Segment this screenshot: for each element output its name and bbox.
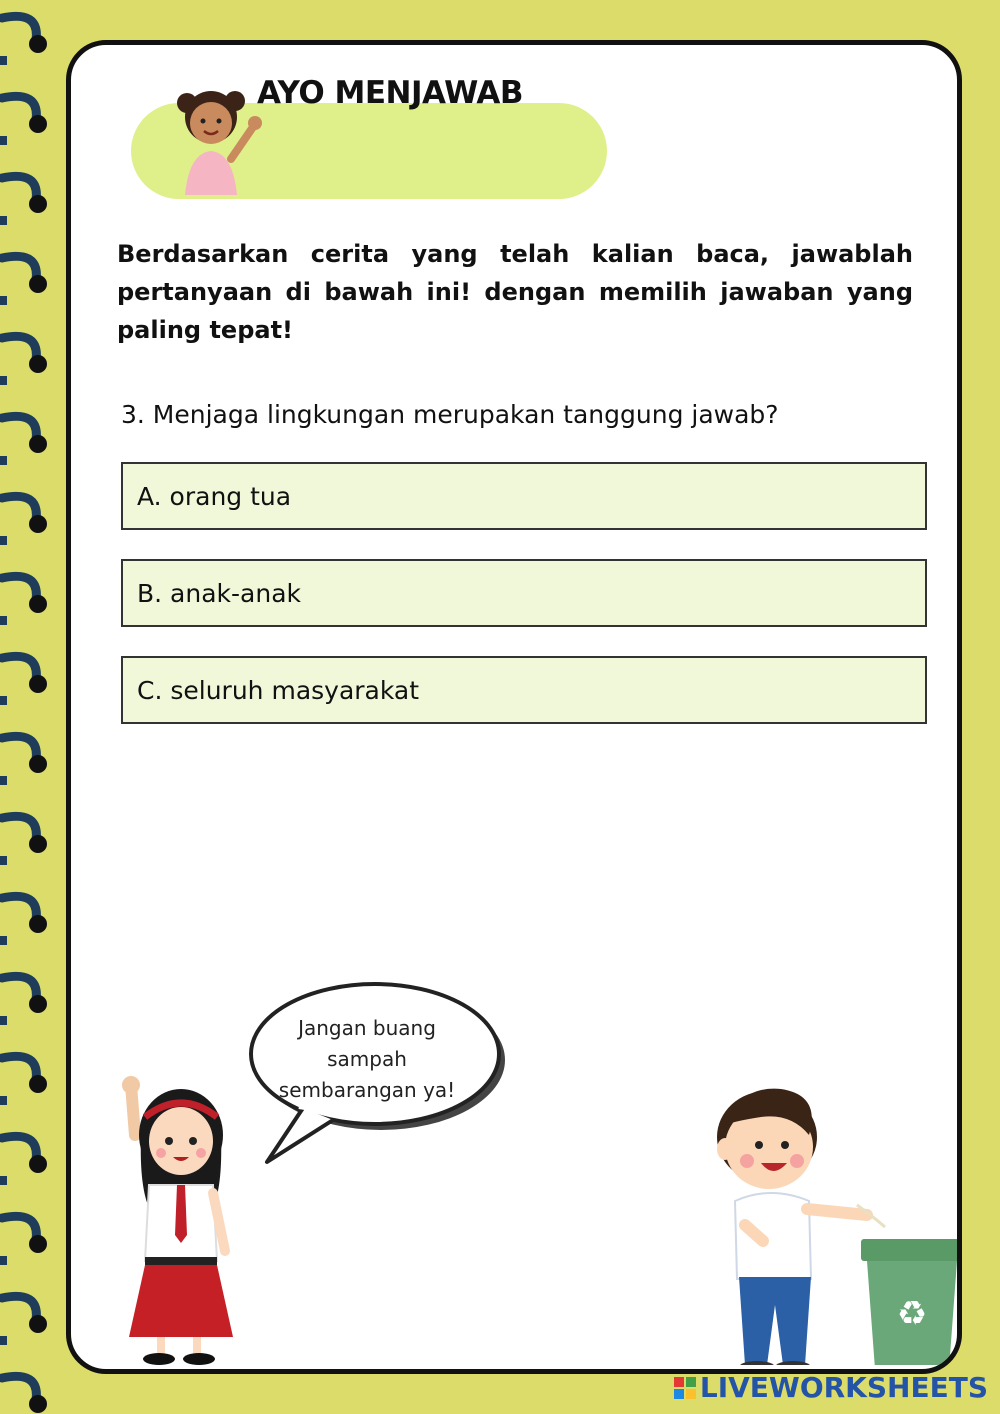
spiral-hole: [29, 995, 47, 1013]
spiral-hole: [29, 35, 47, 53]
speech-line: sembarangan ya!: [278, 1078, 456, 1102]
spiral-ring: [2, 1056, 36, 1080]
spiral-stub: [0, 1256, 7, 1265]
spiral-hole: [29, 595, 47, 613]
spiral-hole: [29, 755, 47, 773]
instruction-text: Berdasarkan cerita yang telah kalian baca, jawablah pertanyaan di bawah ini! dengan memilih jawaban yang paling tepat!: [117, 240, 913, 344]
spiral-ring: [2, 1136, 36, 1160]
spiral-hole: [29, 1235, 47, 1253]
spiral-ring: [2, 496, 36, 520]
spiral-hole: [29, 1155, 47, 1173]
spiral-stub: [0, 936, 7, 945]
spiral-hole: [29, 195, 47, 213]
spiral-hole: [29, 1395, 47, 1413]
spiral-stub: [0, 616, 7, 625]
liveworksheets-mark-icon: [674, 1377, 696, 1399]
spiral-ring: [2, 96, 36, 120]
spiral-stub: [0, 296, 7, 305]
spiral-hole: [29, 675, 47, 693]
spiral-stub: [0, 856, 7, 865]
page-title: AYO MENJAWAB: [257, 75, 524, 111]
spiral-stub: [0, 1176, 7, 1185]
spiral-stub: [0, 136, 7, 145]
liveworksheets-logo: [674, 1371, 988, 1404]
spiral-ring: [2, 816, 36, 840]
option-a[interactable]: A. orang tua: [121, 462, 927, 530]
spiral-stub: [0, 376, 7, 385]
spiral-ring: [2, 736, 36, 760]
speech-bubble-text: [257, 1013, 477, 1106]
spiral-hole: [29, 275, 47, 293]
notebook-spiral: [0, 0, 60, 1414]
spiral-hole: [29, 435, 47, 453]
spiral-hole: [29, 835, 47, 853]
spiral-stub: [0, 1016, 7, 1025]
spiral-ring: [2, 976, 36, 1000]
spiral-stub: [0, 1336, 7, 1345]
boy-with-recycle-bin-illustration: [671, 1065, 961, 1365]
question-text: 3. Menjaga lingkungan merupakan tanggung jawab?: [121, 400, 779, 429]
spiral-ring: [2, 896, 36, 920]
speech-line: sampah: [327, 1047, 407, 1071]
liveworksheets-text: LIVEWORKSHEETS: [699, 1371, 988, 1404]
spiral-ring: [2, 256, 36, 280]
spiral-ring: [2, 1376, 36, 1400]
spiral-ring: [2, 16, 36, 40]
spiral-ring: [2, 176, 36, 200]
spiral-stub: [0, 536, 7, 545]
spiral-stub: [0, 696, 7, 705]
schoolgirl-illustration: [101, 1075, 251, 1365]
spiral-stub: [0, 56, 7, 65]
spiral-ring: [2, 1216, 36, 1240]
spiral-hole: [29, 355, 47, 373]
spiral-ring: [2, 656, 36, 680]
speech-line: Jangan buang: [298, 1016, 436, 1040]
worksheet-card: [66, 40, 962, 1374]
spiral-stub: [0, 456, 7, 465]
svg-text:♻: ♻: [896, 1294, 928, 1334]
spiral-ring: [2, 576, 36, 600]
spiral-stub: [0, 1096, 7, 1105]
spiral-ring: [2, 1296, 36, 1320]
spiral-hole: [29, 115, 47, 133]
spiral-hole: [29, 1075, 47, 1093]
spiral-ring: [2, 336, 36, 360]
option-b[interactable]: B. anak-anak: [121, 559, 927, 627]
option-c[interactable]: C. seluruh masyarakat: [121, 656, 927, 724]
spiral-ring: [2, 416, 36, 440]
spiral-hole: [29, 515, 47, 533]
spiral-hole: [29, 915, 47, 933]
answer-options: [121, 462, 927, 753]
spiral-stub: [0, 776, 7, 785]
spiral-hole: [29, 1315, 47, 1333]
spiral-stub: [0, 216, 7, 225]
